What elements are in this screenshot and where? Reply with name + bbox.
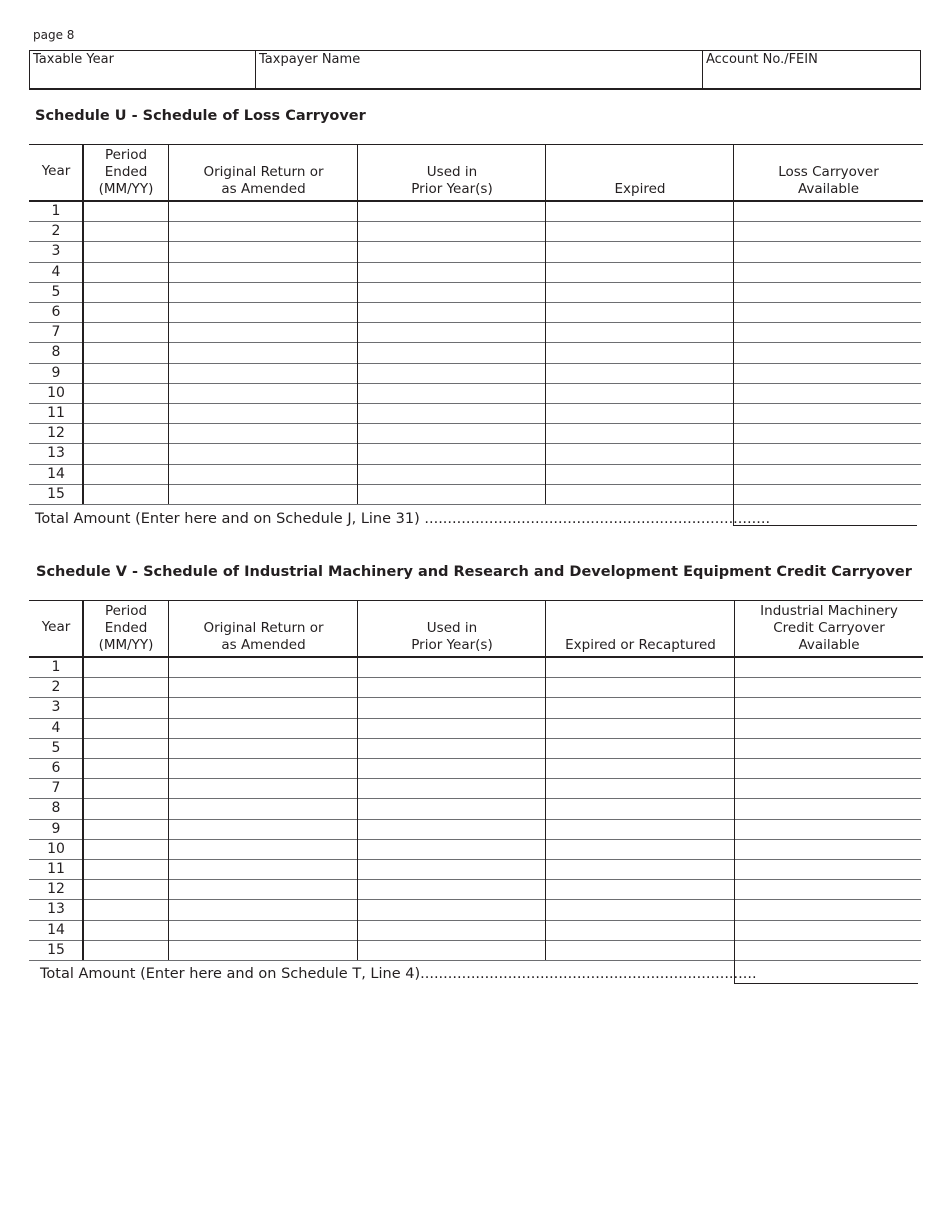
schedule-v-input-cell[interactable] — [83, 678, 168, 697]
schedule-u-input-cell[interactable] — [546, 263, 733, 282]
schedule-u-input-cell[interactable] — [169, 364, 357, 383]
schedule-v-row — [29, 880, 921, 900]
schedule-u-input-cell[interactable] — [546, 444, 733, 463]
schedule-v-input-cell[interactable] — [735, 921, 921, 940]
schedule-u-input-cell[interactable] — [169, 384, 357, 403]
schedule-v-input-cell[interactable] — [735, 880, 921, 899]
schedule-u-input-cell[interactable] — [358, 303, 545, 322]
schedule-v-table — [29, 600, 923, 990]
schedule-u-input-cell[interactable] — [546, 485, 733, 504]
schedule-v-row — [29, 799, 921, 819]
schedule-u-input-cell[interactable] — [546, 323, 733, 342]
schedule-u-input-cell[interactable] — [358, 424, 545, 443]
col-year: Year — [41, 619, 71, 635]
schedule-v-input-cell[interactable] — [169, 719, 357, 738]
col-year: Year — [41, 163, 71, 179]
col-used-prior: Used in Prior Year(s) — [411, 620, 493, 653]
schedule-u-input-cell[interactable] — [83, 202, 168, 221]
schedule-v-input-cell[interactable] — [546, 739, 733, 758]
schedule-v-row — [29, 698, 921, 718]
row-number: 12 — [47, 425, 65, 442]
row-number: 13 — [47, 445, 65, 462]
schedule-u-input-cell[interactable] — [546, 343, 733, 362]
schedule-u-row — [29, 283, 921, 303]
schedule-u-input-cell[interactable] — [358, 364, 545, 383]
schedule-u-input-cell[interactable] — [735, 343, 921, 362]
schedule-u-input-cell[interactable] — [358, 343, 545, 362]
schedule-v-input-cell[interactable] — [358, 860, 545, 879]
schedule-v-input-cell[interactable] — [83, 779, 168, 798]
schedule-v-input-cell[interactable] — [546, 719, 733, 738]
schedule-v-input-cell[interactable] — [169, 678, 357, 697]
col-period-ended: Period Ended (MM/YY) — [98, 147, 154, 197]
schedule-v-input-cell[interactable] — [83, 860, 168, 879]
schedule-u-input-cell[interactable] — [83, 263, 168, 282]
row-number: 14 — [47, 465, 65, 482]
row-number: 5 — [51, 739, 61, 756]
row-number: 10 — [47, 384, 65, 401]
schedule-v-input-cell[interactable] — [83, 698, 168, 717]
schedule-u-input-cell[interactable] — [735, 303, 921, 322]
schedule-v-input-cell[interactable] — [83, 759, 168, 778]
schedule-u-input-cell[interactable] — [169, 202, 357, 221]
row-number: 7 — [51, 780, 61, 797]
schedule-v-input-cell[interactable] — [83, 799, 168, 818]
col-credit-carryover-available: Industrial Machinery Credit Carryover Available — [760, 603, 898, 653]
schedule-v-input-cell[interactable] — [735, 658, 921, 677]
schedule-u-input-cell[interactable] — [169, 343, 357, 362]
schedule-v-input-cell[interactable] — [546, 860, 733, 879]
taxable-year-field[interactable] — [30, 51, 255, 88]
schedule-v-row — [29, 678, 921, 698]
schedule-u-input-cell[interactable] — [358, 404, 545, 423]
schedule-v-row — [29, 719, 921, 739]
schedule-v-input-cell[interactable] — [83, 900, 168, 919]
schedule-u-input-cell[interactable] — [546, 222, 733, 241]
schedule-v-input-cell[interactable] — [546, 941, 733, 960]
page-label: page 8 — [33, 28, 75, 42]
schedule-v-input-cell[interactable] — [169, 759, 357, 778]
schedule-u-input-cell[interactable] — [358, 242, 545, 261]
row-number: 1 — [51, 659, 61, 675]
row-number: 8 — [51, 800, 61, 817]
schedule-u-input-cell[interactable] — [169, 485, 357, 504]
schedule-u-row — [29, 263, 921, 283]
schedule-v-row — [29, 840, 921, 860]
schedule-v-row — [29, 759, 921, 779]
row-number: 8 — [51, 344, 61, 361]
schedule-u-input-cell[interactable] — [735, 384, 921, 403]
schedule-u-input-cell[interactable] — [83, 444, 168, 463]
schedule-v-input-cell[interactable] — [169, 921, 357, 940]
schedule-v-input-cell[interactable] — [735, 900, 921, 919]
schedule-u-row — [29, 364, 921, 384]
schedule-v-input-cell[interactable] — [169, 658, 357, 677]
schedule-v-input-cell[interactable] — [358, 678, 545, 697]
schedule-v-input-cell[interactable] — [169, 900, 357, 919]
row-number: 3 — [51, 699, 61, 716]
schedule-v-input-cell[interactable] — [735, 860, 921, 879]
schedule-u-title: Schedule U - Schedule of Loss Carryover — [35, 108, 366, 124]
schedule-v-input-cell[interactable] — [358, 779, 545, 798]
schedule-u-row — [29, 202, 921, 222]
schedule-u-input-cell[interactable] — [169, 424, 357, 443]
row-number: 14 — [47, 921, 65, 938]
schedule-v-row — [29, 941, 921, 961]
schedule-u-row — [29, 222, 921, 242]
schedule-v-input-cell[interactable] — [546, 658, 733, 677]
schedule-u-input-cell[interactable] — [83, 424, 168, 443]
schedule-u-row — [29, 465, 921, 485]
schedule-v-input-cell[interactable] — [83, 880, 168, 899]
schedule-v-input-cell[interactable] — [546, 678, 733, 697]
row-number: 9 — [51, 820, 61, 837]
row-number: 15 — [47, 941, 65, 958]
schedule-v-input-cell[interactable] — [169, 698, 357, 717]
col-used-prior: Used in Prior Year(s) — [411, 164, 493, 197]
schedule-v-input-cell[interactable] — [546, 779, 733, 798]
row-number: 15 — [47, 485, 65, 502]
schedule-u-input-cell[interactable] — [358, 465, 545, 484]
schedule-u-input-cell[interactable] — [83, 283, 168, 302]
schedule-u-input-cell[interactable] — [735, 465, 921, 484]
schedule-v-input-cell[interactable] — [735, 941, 921, 960]
schedule-v-row — [29, 921, 921, 941]
schedule-u-input-cell[interactable] — [83, 242, 168, 261]
row-number: 5 — [51, 283, 61, 300]
schedule-v-input-cell[interactable] — [83, 921, 168, 940]
schedule-v-row — [29, 658, 921, 678]
col-original-return: Original Return or as Amended — [203, 620, 324, 653]
schedule-u-input-cell[interactable] — [169, 404, 357, 423]
schedule-v-input-cell[interactable] — [358, 759, 545, 778]
schedule-u-row — [29, 303, 921, 323]
schedule-u-input-cell[interactable] — [169, 303, 357, 322]
row-number: 10 — [47, 840, 65, 857]
schedule-v-input-cell[interactable] — [358, 921, 545, 940]
schedule-u-row — [29, 444, 921, 464]
schedule-v-row — [29, 860, 921, 880]
schedule-v-total-label: Total Amount (Enter here and on Schedule T, Line 4)......................................................................... — [40, 966, 757, 982]
schedule-u-input-cell[interactable] — [358, 485, 545, 504]
schedule-u-input-cell[interactable] — [358, 444, 545, 463]
schedule-u-input-cell[interactable] — [735, 222, 921, 241]
row-number: 7 — [51, 324, 61, 341]
schedule-u-input-cell[interactable] — [169, 222, 357, 241]
schedule-u-input-cell[interactable] — [546, 364, 733, 383]
schedule-u-input-cell[interactable] — [546, 202, 733, 221]
schedule-v-input-cell[interactable] — [358, 698, 545, 717]
schedule-u-input-cell[interactable] — [169, 323, 357, 342]
schedule-u-input-cell[interactable] — [169, 283, 357, 302]
schedule-u-input-cell[interactable] — [358, 283, 545, 302]
schedule-v-input-cell[interactable] — [83, 840, 168, 859]
schedule-v-row — [29, 900, 921, 920]
schedule-v-input-cell[interactable] — [169, 840, 357, 859]
row-number: 2 — [51, 679, 61, 696]
col-original-return: Original Return or as Amended — [203, 164, 324, 197]
schedule-u-row — [29, 384, 921, 404]
col-loss-carryover-available: Loss Carryover Available — [778, 164, 879, 197]
schedule-v-input-cell[interactable] — [358, 719, 545, 738]
schedule-v-input-cell[interactable] — [735, 820, 921, 839]
schedule-v-input-cell[interactable] — [358, 658, 545, 677]
schedule-v-input-cell[interactable] — [169, 799, 357, 818]
schedule-u-total-input[interactable] — [733, 502, 917, 526]
schedule-u-input-cell[interactable] — [546, 384, 733, 403]
schedule-v-row — [29, 739, 921, 759]
schedule-u-input-cell[interactable] — [83, 222, 168, 241]
schedule-v-input-cell[interactable] — [358, 840, 545, 859]
schedule-u-input-cell[interactable] — [546, 283, 733, 302]
schedule-u-input-cell[interactable] — [358, 222, 545, 241]
schedule-u-total-label: Total Amount (Enter here and on Schedule J, Line 31) ........................................................................... — [35, 511, 771, 527]
row-number: 2 — [51, 223, 61, 240]
schedule-u-input-cell[interactable] — [735, 323, 921, 342]
row-number: 6 — [51, 760, 61, 776]
schedule-v-input-cell[interactable] — [169, 820, 357, 839]
schedule-v-input-cell[interactable] — [546, 900, 733, 919]
row-number: 3 — [51, 243, 61, 260]
schedule-u-input-cell[interactable] — [735, 404, 921, 423]
schedule-u-input-cell[interactable] — [735, 283, 921, 302]
schedule-u-input-cell[interactable] — [546, 303, 733, 322]
schedule-u-input-cell[interactable] — [83, 404, 168, 423]
schedule-u-row — [29, 343, 921, 363]
row-number: 12 — [47, 881, 65, 898]
schedule-v-input-cell[interactable] — [358, 941, 545, 960]
row-number: 1 — [51, 203, 61, 219]
schedule-u-input-cell[interactable] — [358, 263, 545, 282]
schedule-u-input-cell[interactable] — [83, 303, 168, 322]
schedule-u-input-cell[interactable] — [735, 444, 921, 463]
schedule-u-input-cell[interactable] — [546, 404, 733, 423]
schedule-v-input-cell[interactable] — [169, 860, 357, 879]
schedule-u-input-cell[interactable] — [83, 364, 168, 383]
schedule-u-row — [29, 424, 921, 444]
schedule-v-input-cell[interactable] — [169, 880, 357, 899]
schedule-v-input-cell[interactable] — [358, 739, 545, 758]
schedule-v-input-cell[interactable] — [735, 759, 921, 778]
schedule-u-input-cell[interactable] — [546, 465, 733, 484]
schedule-v-total-input[interactable] — [734, 960, 918, 984]
schedule-u-input-cell[interactable] — [83, 384, 168, 403]
schedule-u-input-cell[interactable] — [83, 343, 168, 362]
schedule-u-input-cell[interactable] — [83, 465, 168, 484]
schedule-u-input-cell[interactable] — [546, 424, 733, 443]
schedule-v-header-row — [29, 600, 923, 658]
schedule-v-input-cell[interactable] — [83, 739, 168, 758]
account-no-label: Account No./FEIN — [706, 52, 818, 67]
schedule-u-input-cell[interactable] — [169, 242, 357, 261]
schedule-v-input-cell[interactable] — [735, 678, 921, 697]
taxpayer-name-label: Taxpayer Name — [259, 52, 361, 67]
schedule-v-input-cell[interactable] — [83, 941, 168, 960]
schedule-v-input-cell[interactable] — [169, 739, 357, 758]
schedule-u-input-cell[interactable] — [83, 485, 168, 504]
schedule-u-input-cell[interactable] — [735, 242, 921, 261]
schedule-u-row — [29, 242, 921, 262]
schedule-v-input-cell[interactable] — [735, 799, 921, 818]
schedule-v-input-cell[interactable] — [546, 820, 733, 839]
schedule-u-header-row — [29, 144, 923, 202]
schedule-u-input-cell[interactable] — [83, 323, 168, 342]
row-number: 6 — [51, 304, 61, 320]
schedule-u-row — [29, 404, 921, 424]
schedule-v-input-cell[interactable] — [546, 799, 733, 818]
schedule-v-input-cell[interactable] — [169, 779, 357, 798]
schedule-v-input-cell[interactable] — [735, 840, 921, 859]
schedule-v-input-cell[interactable] — [83, 719, 168, 738]
schedule-u-input-cell[interactable] — [546, 242, 733, 261]
schedule-u-input-cell[interactable] — [169, 263, 357, 282]
schedule-v-input-cell[interactable] — [546, 880, 733, 899]
schedule-v-input-cell[interactable] — [546, 840, 733, 859]
schedule-v-input-cell[interactable] — [358, 880, 545, 899]
row-number: 4 — [51, 719, 61, 736]
col-expired: Expired — [614, 181, 666, 197]
schedule-v-input-cell[interactable] — [83, 820, 168, 839]
taxpayer-name-field[interactable] — [255, 51, 702, 88]
schedule-u-input-cell[interactable] — [735, 424, 921, 443]
schedule-v-input-cell[interactable] — [358, 799, 545, 818]
col-expired-recaptured: Expired or Recaptured — [565, 637, 716, 653]
row-number: 9 — [51, 364, 61, 381]
account-no-field[interactable] — [702, 51, 920, 88]
schedule-u-input-cell[interactable] — [735, 202, 921, 221]
col-period-ended: Period Ended (MM/YY) — [98, 603, 154, 653]
row-number: 4 — [51, 263, 61, 280]
row-number: 11 — [47, 405, 65, 421]
schedule-u-input-cell[interactable] — [358, 384, 545, 403]
schedule-v-input-cell[interactable] — [735, 719, 921, 738]
schedule-u-input-cell[interactable] — [169, 465, 357, 484]
schedule-v-input-cell[interactable] — [83, 658, 168, 677]
schedule-u-input-cell[interactable] — [358, 202, 545, 221]
taxable-year-label: Taxable Year — [33, 52, 114, 67]
schedule-v-title: Schedule V - Schedule of Industrial Machinery and Research and Development Equipment Credit Carryover — [36, 564, 912, 580]
schedule-u-row — [29, 323, 921, 343]
schedule-v-input-cell[interactable] — [735, 779, 921, 798]
row-number: 11 — [47, 861, 65, 877]
schedule-u-input-cell[interactable] — [735, 364, 921, 383]
row-number: 13 — [47, 901, 65, 918]
schedule-v-row — [29, 779, 921, 799]
taxpayer-header-box — [29, 50, 921, 90]
schedule-u-input-cell[interactable] — [735, 263, 921, 282]
schedule-v-input-cell[interactable] — [169, 941, 357, 960]
schedule-v-input-cell[interactable] — [546, 698, 733, 717]
schedule-u-input-cell[interactable] — [169, 444, 357, 463]
schedule-v-row — [29, 820, 921, 840]
schedule-v-input-cell[interactable] — [546, 921, 733, 940]
schedule-v-input-cell[interactable] — [735, 698, 921, 717]
schedule-u-table — [29, 144, 923, 534]
schedule-v-input-cell[interactable] — [735, 739, 921, 758]
schedule-v-input-cell[interactable] — [358, 820, 545, 839]
schedule-u-input-cell[interactable] — [358, 323, 545, 342]
schedule-v-input-cell[interactable] — [546, 759, 733, 778]
schedule-v-input-cell[interactable] — [358, 900, 545, 919]
